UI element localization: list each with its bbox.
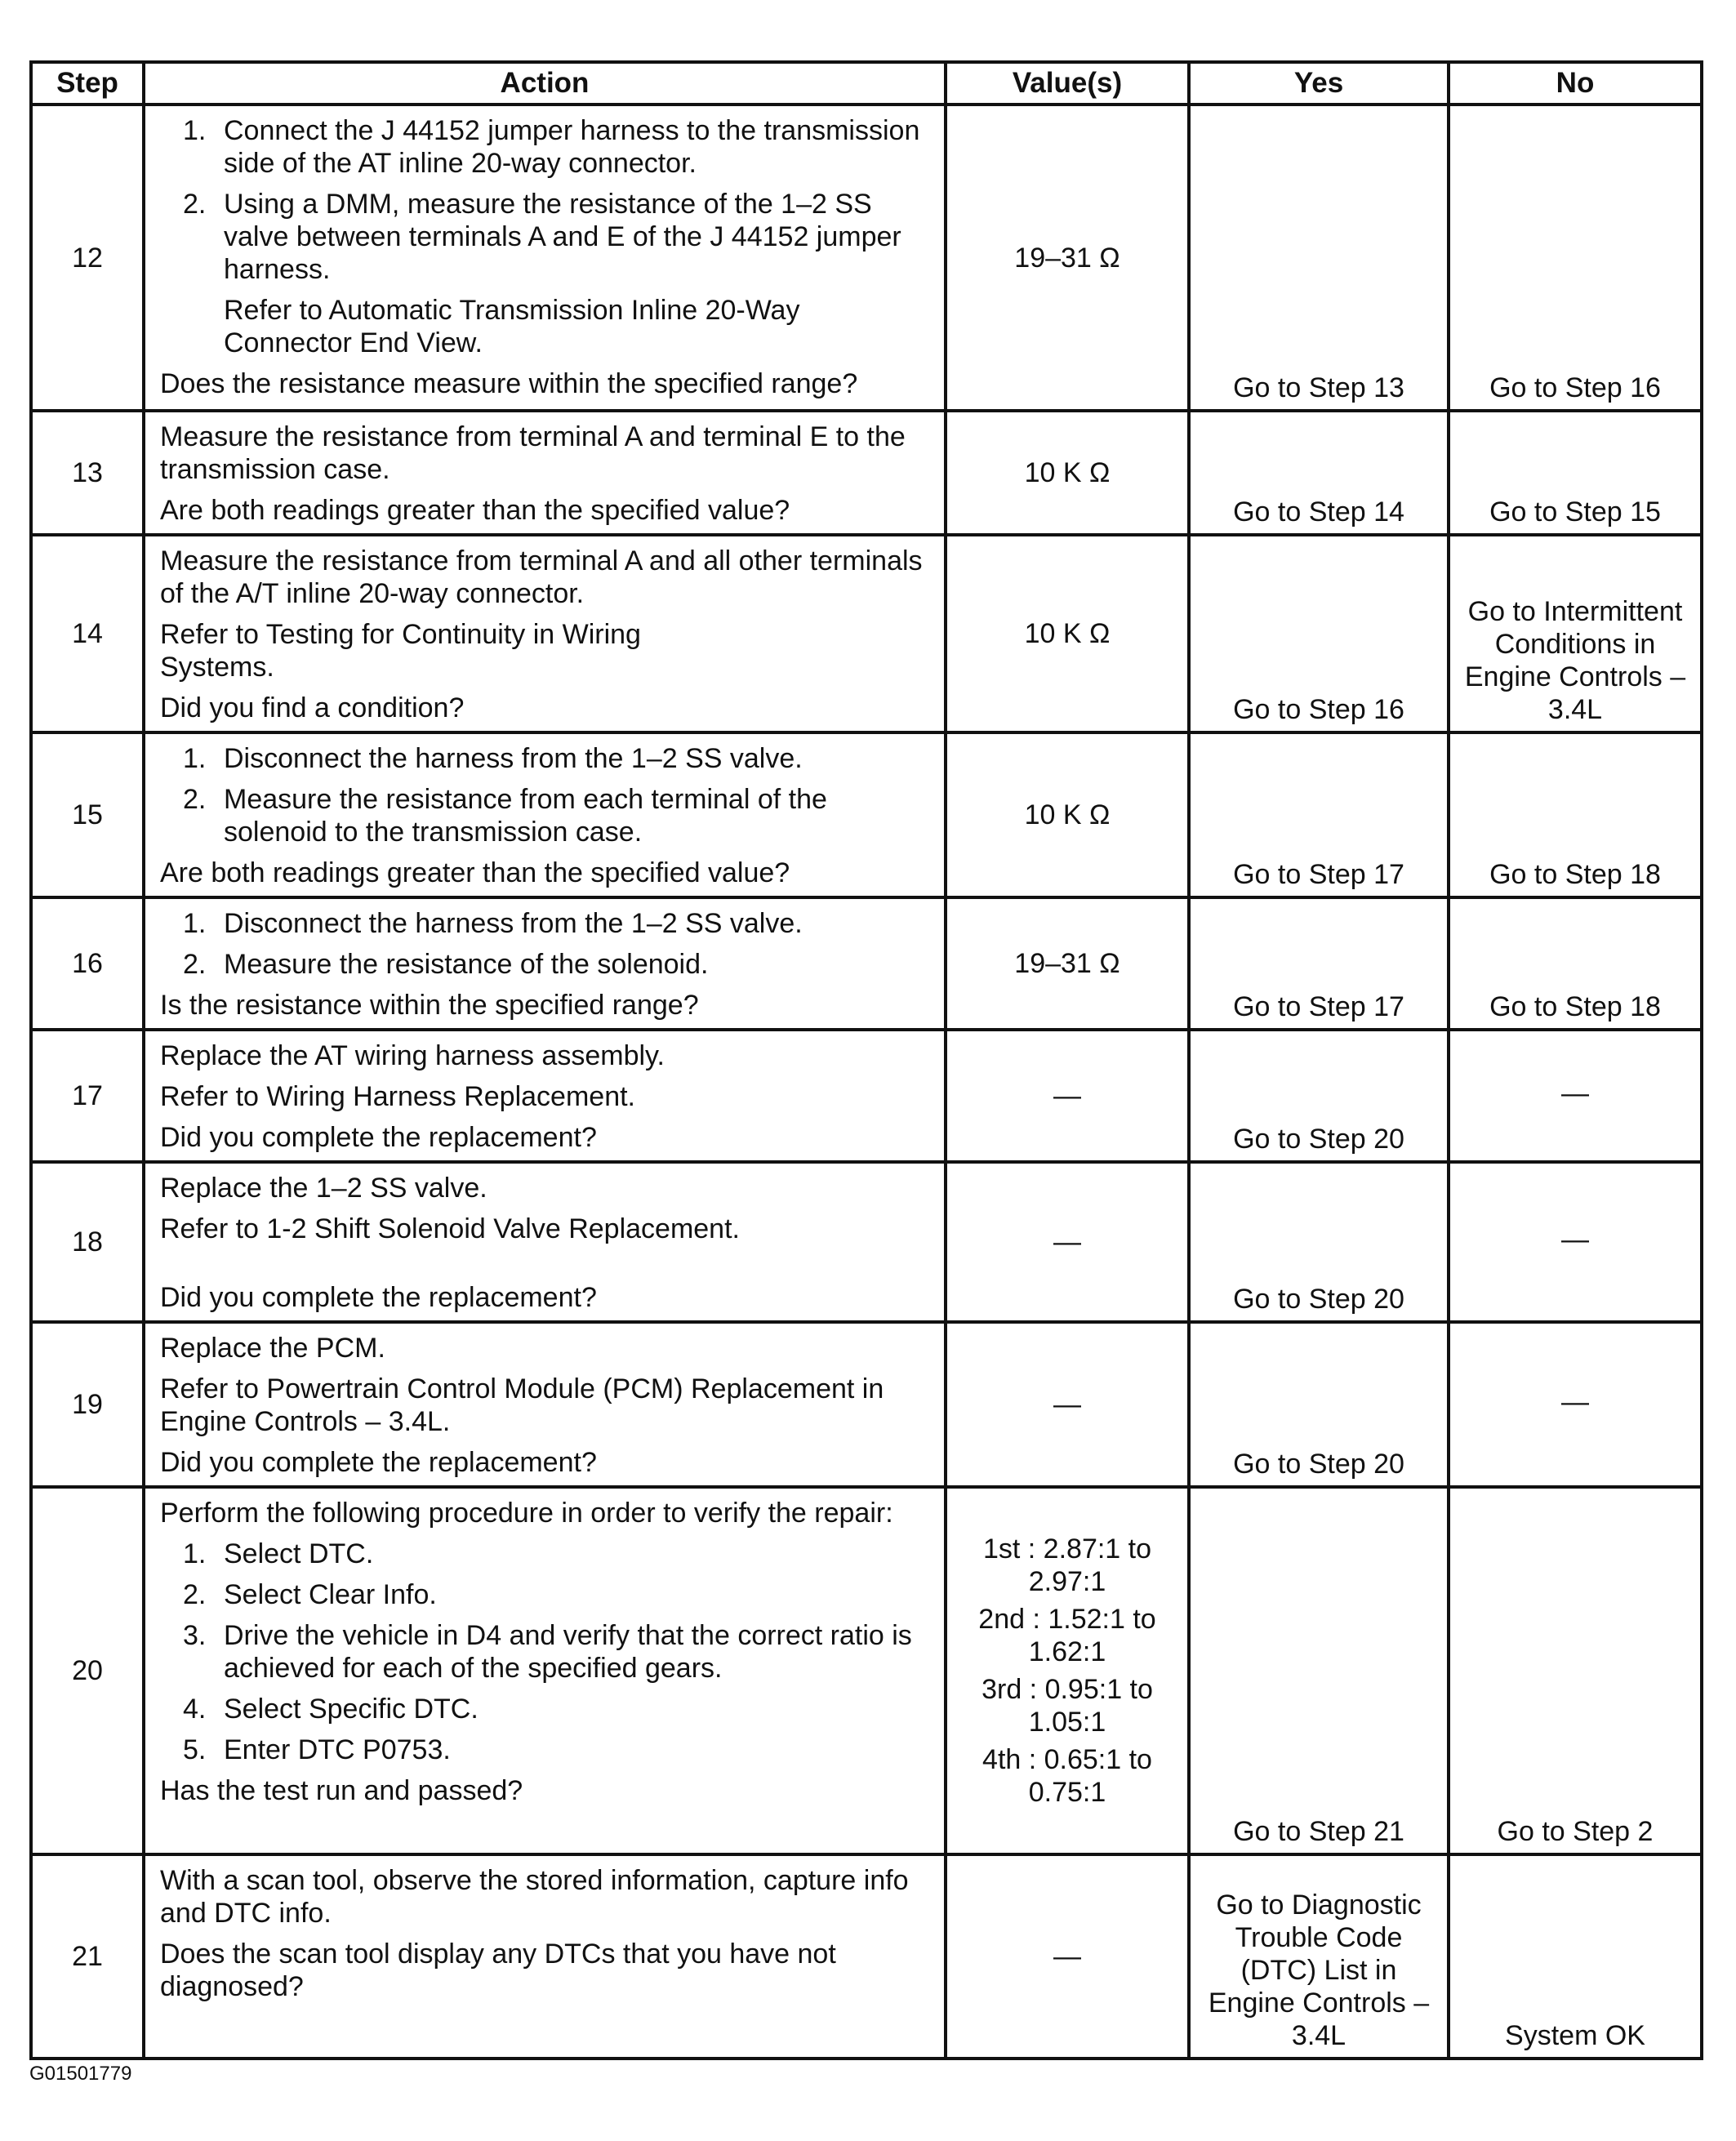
action-cell	[144, 105, 946, 411]
table-row	[31, 897, 1702, 1030]
no-cell: Go to Step 18	[1449, 897, 1702, 1030]
list-item: 2. Measure the resistance from each terminal of the solenoid to the transmission case.	[183, 784, 827, 848]
no-cell: Go to Step 16	[1449, 105, 1702, 411]
action-cell: Replace the PCM. Refer to Powertrain Control Module (PCM) Replacement in Engine Controls – 3.4L. Did you complete the replacement?	[144, 1322, 946, 1487]
list-item: 1. Disconnect the harness from the 1–2 SS valve.	[183, 908, 803, 939]
table-row	[31, 535, 1702, 732]
yes-cell: Go to Step 21	[1189, 1487, 1449, 1854]
no-cell: System OK	[1449, 1854, 1702, 2059]
no-cell: Go to Step 2	[1449, 1487, 1702, 1854]
step-number: 17	[31, 1030, 144, 1162]
list-item: 1. Select DTC.	[183, 1538, 374, 1569]
table-row	[31, 1487, 1702, 1854]
list-item: 2. Using a DMM, measure the resistance of the 1–2 SS valve between terminals A and E of the J 44152 jumper harness.	[183, 189, 901, 285]
yes-cell: Go to Step 16	[1189, 535, 1449, 732]
list-item: 1. Disconnect the harness from the 1–2 SS valve.	[183, 743, 803, 774]
figure-code: G01501779	[29, 2063, 132, 2085]
table-row	[31, 105, 1702, 411]
question-text: Does the resistance measure within the specified range?	[160, 368, 858, 399]
action-cell: Replace the 1–2 SS valve. Refer to 1-2 Shift Solenoid Valve Replacement. Did you complete the replacement?	[144, 1162, 946, 1322]
step-number: 19	[31, 1322, 144, 1487]
question-text: Did you complete the replacement?	[160, 1282, 597, 1313]
value-cell: —	[946, 1322, 1189, 1487]
action-cell: Measure the resistance from terminal A and all other terminals of the A/T inline 20-way connector. Refer to Testing for Continuity in Wiring Systems. Did you find a condition?	[144, 535, 946, 732]
question-text: Are both readings greater than the specified value?	[160, 495, 790, 526]
action-cell: With a scan tool, observe the stored information, capture info and DTC info. Does the scan tool display any DTCs that you have not diagnosed?	[144, 1854, 946, 2059]
table-row	[31, 1854, 1702, 2059]
yes-cell: Go to Step 14	[1189, 411, 1449, 535]
no-cell: Go to Intermittent Conditions in Engine Controls – 3.4L	[1449, 535, 1702, 732]
header-step: Step	[31, 62, 144, 105]
question-text: Did you complete the replacement?	[160, 1122, 597, 1153]
action-cell	[144, 732, 946, 897]
table-row	[31, 411, 1702, 535]
question-text: Is the resistance within the specified range?	[160, 990, 699, 1021]
step-number: 18	[31, 1162, 144, 1322]
step-number: 14	[31, 535, 144, 732]
yes-cell: Go to Step 20	[1189, 1030, 1449, 1162]
header-no: No	[1449, 62, 1702, 105]
yes-cell: Go to Diagnostic Trouble Code (DTC) List in Engine Controls – 3.4L	[1189, 1854, 1449, 2059]
list-item: 2. Select Clear Info.	[183, 1579, 437, 1610]
yes-cell: Go to Step 17	[1189, 897, 1449, 1030]
table-row	[31, 732, 1702, 897]
header-row	[31, 62, 1702, 105]
list-item: 4. Select Specific DTC.	[183, 1694, 479, 1725]
step-number: 15	[31, 732, 144, 897]
diagnostic-table	[29, 60, 1703, 2060]
gear-ratio-value: 2nd : 1.52:1 to 1.62:1	[978, 1604, 1156, 1667]
value-cell: 10 K Ω	[946, 732, 1189, 897]
list-item: 2. Measure the resistance of the solenoid.	[183, 949, 709, 980]
step-number: 12	[31, 105, 144, 411]
table-row	[31, 1322, 1702, 1487]
list-item: 3. Drive the vehicle in D4 and verify that the correct ratio is achieved for each of the specified gears.	[183, 1620, 912, 1684]
list-item: 1. Connect the J 44152 jumper harness to the transmission side of the AT inline 20-way connector.	[183, 115, 920, 179]
value-cell: 10 K Ω	[946, 411, 1189, 535]
step-number: 20	[31, 1487, 144, 1854]
no-cell: —	[1449, 1030, 1702, 1162]
value-cell	[946, 1487, 1189, 1854]
yes-cell: Go to Step 13	[1189, 105, 1449, 411]
value-cell: —	[946, 1854, 1189, 2059]
no-cell: —	[1449, 1322, 1702, 1487]
question-text: Did you find a condition?	[160, 692, 465, 723]
no-cell: —	[1449, 1162, 1702, 1322]
yes-cell: Go to Step 20	[1189, 1322, 1449, 1487]
question-text: Did you complete the replacement?	[160, 1447, 597, 1478]
header-action: Action	[144, 62, 946, 105]
value-cell: 10 K Ω	[946, 535, 1189, 732]
value-cell: 19–31 Ω	[946, 897, 1189, 1030]
diagnostic-table-sheet	[29, 60, 1700, 2060]
action-cell	[144, 897, 946, 1030]
gear-ratio-value: 4th : 0.65:1 to 0.75:1	[982, 1744, 1152, 1808]
yes-cell: Go to Step 17	[1189, 732, 1449, 897]
gear-ratio-value: 1st : 2.87:1 to 2.97:1	[982, 1533, 1152, 1597]
step-number: 21	[31, 1854, 144, 2059]
no-cell: Go to Step 15	[1449, 411, 1702, 535]
header-yes: Yes	[1189, 62, 1449, 105]
header-values: Value(s)	[946, 62, 1189, 105]
action-cell: Perform the following procedure in order to verify the repair: 1. Select DTC. 2. Select Clear Info. 3. Drive the vehicle in D4 and verify that the correct ratio is achieved for each of the specified gears. 4. Select Specific DTC. 5. Enter DTC P0753. Has the test run and passed?	[144, 1487, 946, 1854]
action-cell: Measure the resistance from terminal A and terminal E to the transmission case. Are both readings greater than the specified value?	[144, 411, 946, 535]
list-item: 5. Enter DTC P0753.	[183, 1734, 451, 1765]
question-text: Has the test run and passed?	[160, 1775, 523, 1806]
no-cell: Go to Step 18	[1449, 732, 1702, 897]
question-text: Are both readings greater than the specified value?	[160, 857, 790, 888]
yes-cell: Go to Step 20	[1189, 1162, 1449, 1322]
value-cell: —	[946, 1030, 1189, 1162]
action-cell: Replace the AT wiring harness assembly. Refer to Wiring Harness Replacement. Did you complete the replacement?	[144, 1030, 946, 1162]
value-cell: —	[946, 1162, 1189, 1322]
step-number: 13	[31, 411, 144, 535]
value-cell: 19–31 Ω	[946, 105, 1189, 411]
table-row	[31, 1030, 1702, 1162]
step-number: 16	[31, 897, 144, 1030]
table-row	[31, 1162, 1702, 1322]
question-text: Does the scan tool display any DTCs that you have not diagnosed?	[160, 1938, 836, 2002]
refer-text: Refer to Automatic Transmission Inline 20-Way Connector End View.	[224, 295, 800, 358]
gear-ratio-value: 3rd : 0.95:1 to 1.05:1	[982, 1674, 1153, 1738]
